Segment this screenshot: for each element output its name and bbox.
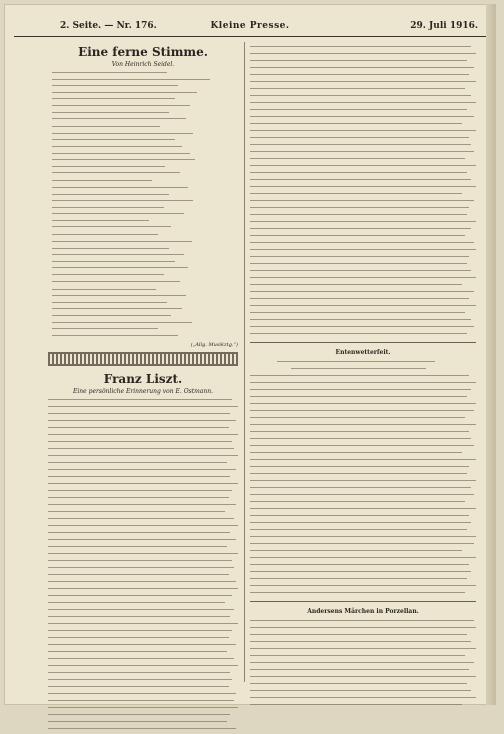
ornament-divider [48, 352, 238, 366]
right-column [250, 42, 476, 710]
story-body [250, 619, 476, 707]
article-body-liszt [48, 398, 238, 731]
section-rule [250, 342, 476, 343]
poem-stanza [52, 288, 238, 338]
poem-author: Von Heinrich Seidel. [111, 61, 175, 68]
page-header [14, 18, 486, 37]
poem-body [52, 71, 238, 338]
poem-stanza [52, 71, 238, 121]
page-label: 2. Seite. — Nr. 176. [60, 21, 157, 31]
poem-stanza [52, 233, 238, 283]
column-divider [244, 42, 245, 682]
poem-stanza [52, 125, 238, 175]
page-edge [486, 4, 496, 705]
poem-source: („Allg. Musikztg.“) [190, 341, 238, 348]
poem-stanza [52, 179, 238, 229]
poem-title: Eine ferne Stimme. [78, 45, 208, 59]
issue-date: 29. Juli 1916. [410, 21, 478, 31]
article-body-main [250, 45, 476, 336]
left-column [48, 42, 238, 734]
article-byline: Eine persönliche Erinnerung von E. Ostmann. [72, 387, 214, 395]
newspaper-page [4, 4, 496, 705]
section-rule [250, 601, 476, 602]
article-title-liszt: Franz Liszt. [103, 371, 183, 386]
article-body-weather [250, 360, 476, 595]
article-title-weather: Entenwetterfeit. [335, 349, 391, 356]
story-title: Andersens Märchen in Porzellan. [307, 608, 419, 615]
newspaper-name: Kleine Presse. [210, 21, 290, 31]
